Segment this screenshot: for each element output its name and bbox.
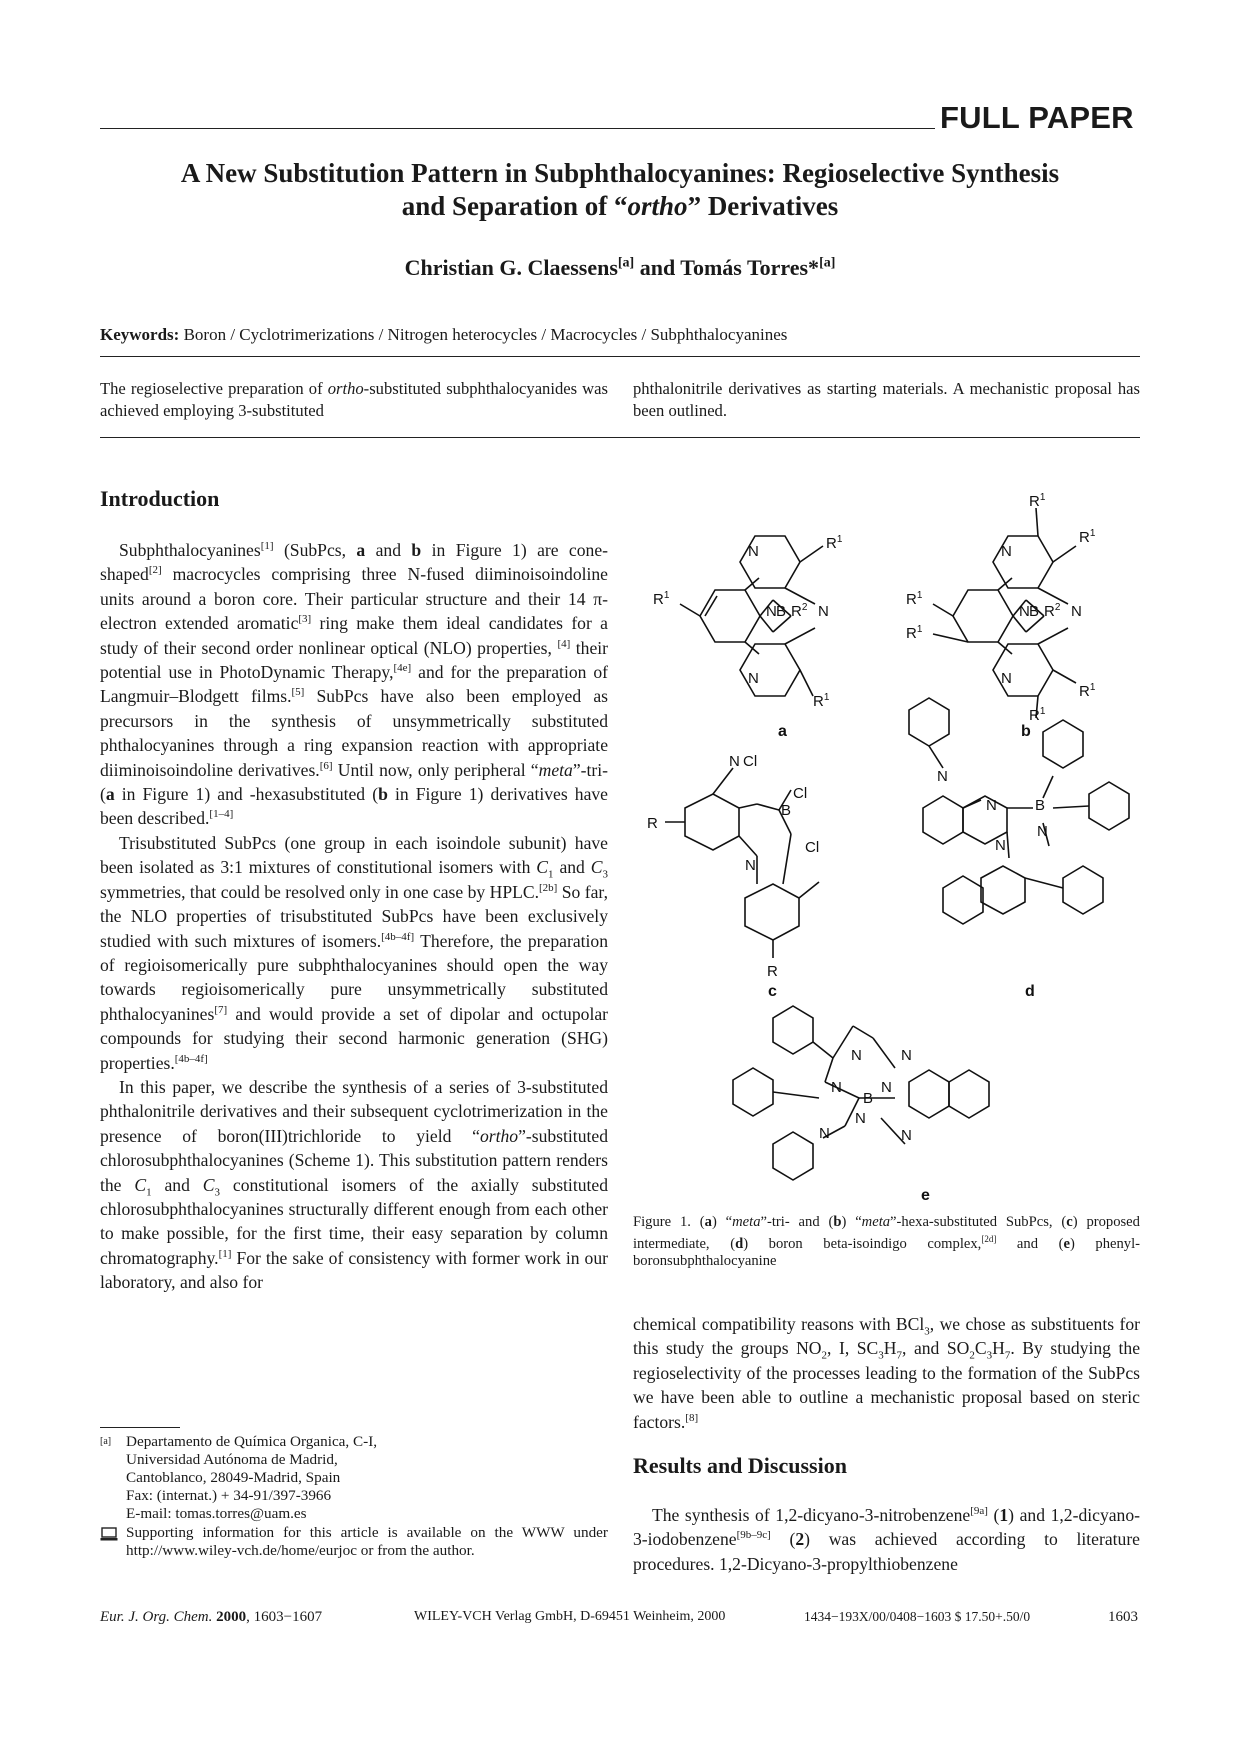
svg-text:N: N — [855, 1110, 866, 1127]
svg-text:R: R — [767, 963, 778, 980]
atom-n: N — [766, 603, 777, 620]
left-column — [100, 538, 608, 1295]
svg-text:N: N — [819, 1125, 830, 1142]
svg-text:N: N — [1001, 543, 1012, 560]
svg-text:N: N — [1071, 603, 1082, 620]
svg-text:R2: $R^2$ — [791, 602, 808, 620]
atom-n: N — [748, 670, 759, 687]
figure-1-structures — [633, 478, 1140, 1208]
paper-title — [100, 157, 1140, 223]
svg-text:R1: $R^1$ — [653, 590, 670, 608]
svg-text:R2: $R^2$ — [1044, 602, 1061, 620]
compound-label-d: d — [1025, 983, 1035, 1000]
right-column-paragraph-1: chemical compatibility reasons with BCl$_3$, we chose as substituents for this study the groups $NO_2$, I, $SC_3H_7$, and $SO_2C_3H_7$. By studying the regioselectivity of the processes leading to the formation of the SubPcs we have been able to outline a mechanistic proposal based on steric factors.[8] — [633, 1314, 1140, 1432]
svg-text:Cl: Cl — [743, 753, 758, 770]
svg-text:N: N — [831, 1079, 842, 1096]
compound-label-b: b — [1021, 723, 1031, 740]
atom-b: B — [776, 603, 787, 620]
keywords — [100, 325, 1140, 345]
heading-results-discussion: Results and Discussion — [633, 1453, 847, 1478]
compound-label-a: a — [778, 723, 787, 740]
title-line-1: A New Substitution Pattern in Subphthalocyanines: Regioselective Synthesis — [180, 158, 1060, 188]
svg-text:R1: $R^1$ — [1029, 706, 1046, 724]
footer-code: 1434−193X/00/0408−1603 $ 17.50+.50/0 — [804, 1609, 1031, 1624]
author-2: Tomás Torres* — [680, 255, 820, 280]
svg-text:B: B — [1029, 603, 1040, 620]
abstract-left: The regioselective preparation of ortho-substituted subphthalocyanides was achieved employing 3-substituted — [100, 379, 608, 420]
header-rule — [100, 128, 935, 129]
figure-1-caption: Figure 1. (a) “meta”-tri- and (b) “meta”-hexa-substituted SubPcs, (c) proposed intermediate, (d) boron beta-isoindigo complex,[2d] and (e) phenyl-boronsubphthalocyanine — [633, 1214, 1141, 1269]
svg-text:R: R — [647, 815, 658, 832]
footnote-supporting-info: Supporting information for this article is available on the WWW under http://www.wiley-vch.de/home/eurjoc or from the author. — [126, 1524, 608, 1559]
svg-text:N: N — [901, 1127, 912, 1144]
computer-icon — [100, 1527, 118, 1541]
svg-text:R1: $R^1$ — [906, 624, 923, 642]
footnote-mark: [a] — [100, 1436, 112, 1447]
svg-text:N: N — [881, 1079, 892, 1096]
structure-d — [909, 698, 1129, 924]
keywords-label: Keywords: — [100, 325, 180, 344]
title-line-2: and Separation of “ortho” Derivatives — [401, 191, 839, 221]
svg-text:N: N — [995, 837, 1006, 854]
section-label: FULL PAPER — [940, 100, 1134, 135]
svg-text:N: N — [851, 1047, 862, 1064]
svg-text:R1: $R^1$ — [1079, 682, 1096, 700]
compound-label-e: e — [921, 1187, 930, 1204]
svg-text:R1: $R^1$ — [1029, 492, 1046, 510]
svg-text:N: N — [1037, 823, 1048, 840]
svg-text:Cl: Cl — [793, 785, 808, 802]
svg-text:R1: $R^1$ — [906, 590, 923, 608]
footnote-rule — [100, 1427, 180, 1428]
authors: Christian G. Claessens[a] and Tomás Torres*[a] — [404, 255, 836, 280]
svg-text:R1: $R^1$ — [826, 534, 843, 552]
svg-text:N: N — [937, 768, 948, 785]
keywords-text: Boron / Cyclotrimerizations / Nitrogen heterocycles / Macrocycles / Subphthalocyanines — [183, 325, 788, 344]
intro-paragraph-1: Subphthalocyanines[1] (SubPcs, a and b in Figure 1) are cone-shaped[2] macrocycles comprising three N-fused diiminoisoindoline units around a boron core. Their particular structure and their 14 π-electron extended aromatic[3] ring make them ideal candidates for a study of their second order nonlinear optical (NLO) properties, [4] their potential use in PhotoDynamic Therapy,[4e] and for the preparation of Langmuir–Blodgett films.[5] SubPcs have also been employed as precursors in the synthesis of unsymmetrically substituted phthalocyanines through a ring expansion reaction with appropriate diiminoisoindoline derivatives.[6] Until now, only peripheral “meta”-tri- (a in Figure 1) and -hexasubstituted (b in Figure 1) derivatives have been described.[1–4] — [100, 540, 609, 829]
right-column-paragraph-2: The synthesis of 1,2-dicyano-3-nitrobenzene[9a] (1) and 1,2-dicyano-3-iodobenzene[9b–9c] (2) was achieved according to literature procedures. 1,2-Dicyano-3-propylthiobenzene — [633, 1505, 1141, 1574]
abstract-right: phthalonitrile derivatives as starting materials. A mechanistic proposal has been outlined. — [633, 379, 1140, 420]
intro-paragraph-3: In this paper, we describe the synthesis of a series of 3-substituted phthalonitrile derivatives and their subsequent cyclotrimerization in the presence of boron(III)trichloride to yield “ortho”-substituted chlorosubphthalocyanines (Scheme 1). This substitution pattern renders the $C_1$ and $C_3$ constitutional isomers of the axially substituted chlorosubphthalocyanines structurally different enough from each other to make possible, for the first time, their easy separation by column chromatography.[1] For the sake of consistency with former work in our laboratory, and also for — [100, 1076, 608, 1293]
svg-text:B: B — [781, 802, 792, 819]
svg-text:B: B — [863, 1090, 874, 1107]
abstract-top-rule — [100, 356, 1140, 357]
footer-publisher: WILEY-VCH Verlag GmbH, D-69451 Weinheim, 2000 — [414, 1609, 726, 1624]
intro-paragraph-2: Trisubstituted SubPcs (one group in each isoindole subunit) have been isolated as 3:1 mixtures of constitutional isomers with $C_1$ and $C_3$ symmetries, that could be resolved only in one case by HPLC.[2b] So far, the NLO properties of trisubstituted SubPcs have been exclusively studied with such mixtures of isomers.[4b–4f] Therefore, the preparation of regioisomerically pure subphthalocyanines should open the way towards regioisomerically pure unsymmetrically substituted phthalocyanines[7] and would provide a set of dipolar and octupolar compounds for studying their second harmonic generation (SHG) properties.[4b–4f] — [100, 832, 609, 1073]
compound-label-c: c — [768, 983, 777, 1000]
structure-e — [733, 1006, 989, 1180]
author-1: Christian G. Claessens — [404, 255, 618, 280]
svg-text:R1: $R^1$ — [1079, 528, 1096, 546]
svg-text:N: N — [986, 797, 997, 814]
atom-n: N — [818, 603, 829, 620]
footer-citation: Eur. J. Org. Chem. 2000, 1603−1607 — [100, 1609, 323, 1625]
svg-text:B: B — [1035, 797, 1046, 814]
svg-text:R1: $R^1$ — [813, 692, 830, 710]
footnote-affiliation: Departamento de Química Organica, C-I, Universidad Autónoma de Madrid, Cantoblanco, 28049-Madrid, Spain Fax: (internat.) + 34-91/397-3966 E-mail: tomas.torres@uam.es — [126, 1433, 378, 1522]
atom-n: N — [748, 543, 759, 560]
heading-introduction: Introduction — [100, 486, 220, 511]
svg-text:N: N — [729, 753, 740, 770]
svg-text:N: N — [1001, 670, 1012, 687]
svg-text:N: N — [1019, 603, 1030, 620]
svg-text:N: N — [901, 1047, 912, 1064]
svg-text:Cl: Cl — [805, 839, 820, 856]
abstract-bottom-rule — [100, 437, 1140, 438]
svg-text:N: N — [745, 857, 756, 874]
page-number: 1603 — [1108, 1609, 1138, 1625]
